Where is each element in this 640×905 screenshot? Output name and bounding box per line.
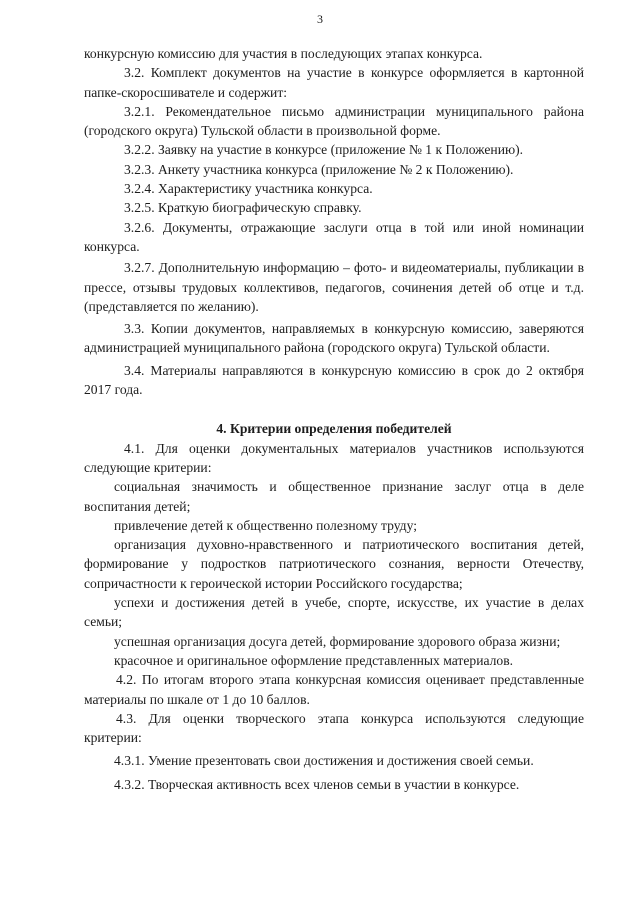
criterion-leisure: успешная организация досуга детей, формирование здорового образа жизни; xyxy=(114,633,561,649)
paragraph-3-2-3: 3.2.3. Анкету участника конкурса (приложение № 2 к Положению). xyxy=(124,161,514,177)
paragraph-3-3: 3.3. Копии документов, направляемых в конкурсную комиссию, заверяются администрацией муниципального района (городского округа) Тульской области. xyxy=(84,321,584,356)
paragraph-3-2-2: 3.2.2. Заявку на участие в конкурсе (приложение № 1 к Положению). xyxy=(124,142,524,158)
paragraph-4-3-1: 4.3.1. Умение презентовать свои достижения и достижения своей семьи. xyxy=(114,753,534,769)
criterion-achievements: успехи и достижения детей в учебе, спорте, искусстве, их участие в делах семьи; xyxy=(84,595,584,630)
paragraph-3-2-6: 3.2.6. Документы, отражающие заслуги отца в той или иной номинации конкурса. xyxy=(84,219,584,254)
paragraph-4-1: 4.1. Для оценки документальных материалов участников используются следующие критерии: xyxy=(84,440,584,475)
paragraph-3-2-7: 3.2.7. Дополнительную информацию – фото- и видеоматериалы, публикации в прессе, отзывы трудовых коллективов, педагогов, сочинения детей об отце и т.д. (представляется по желанию). xyxy=(84,260,584,314)
paragraph-continuation: конкурсную комиссию для участия в последующих этапах конкурса. xyxy=(84,46,483,61)
page-number: 3 xyxy=(317,12,323,26)
paragraph-3-2-5: 3.2.5. Краткую биографическую справку. xyxy=(124,200,362,216)
section-heading-4: 4. Критерии определения победителей xyxy=(216,421,452,437)
paragraph-4-3-2: 4.3.2. Творческая активность всех членов семьи в участии в конкурсе. xyxy=(114,776,520,792)
criterion-patriotic-education: организация духовно-нравственного и патриотического воспитания детей, формирование у подростков патриотического сознания, верности Отечеству, сопричастности к героической истории Российского государства; xyxy=(84,537,584,591)
paragraph-3-2-1: 3.2.1. Рекомендательное письмо администрации муниципального района (городского округа) Тульской области в произвольной форме. xyxy=(84,103,584,139)
criterion-design: красочное и оригинальное оформление представленных материалов. xyxy=(114,652,514,668)
paragraph-3-2-4: 3.2.4. Характеристику участника конкурса. xyxy=(124,181,373,197)
paragraph-3-2: 3.2. Комплект документов на участие в конкурсе оформляется в картонной папке-скоросшивателе и содержит: xyxy=(84,65,584,100)
document-body xyxy=(84,44,584,794)
paragraph-3-4: 3.4. Материалы направляются в конкурсную комиссию в срок до 2 октября 2017 года. xyxy=(84,362,584,398)
paragraph-4-3: 4.3. Для оценки творческого этапа конкурса используются следующие критерии: xyxy=(84,710,584,746)
criterion-social-significance: социальная значимость и общественное признание заслуг отца в деле воспитания детей; xyxy=(84,479,584,514)
criterion-labor: привлечение детей к общественно полезному труду; xyxy=(114,517,417,533)
paragraph-4-2: 4.2. По итогам второго этапа конкурсная комиссия оценивает представленные материалы по шкале от 1 до 10 баллов. xyxy=(84,672,584,707)
